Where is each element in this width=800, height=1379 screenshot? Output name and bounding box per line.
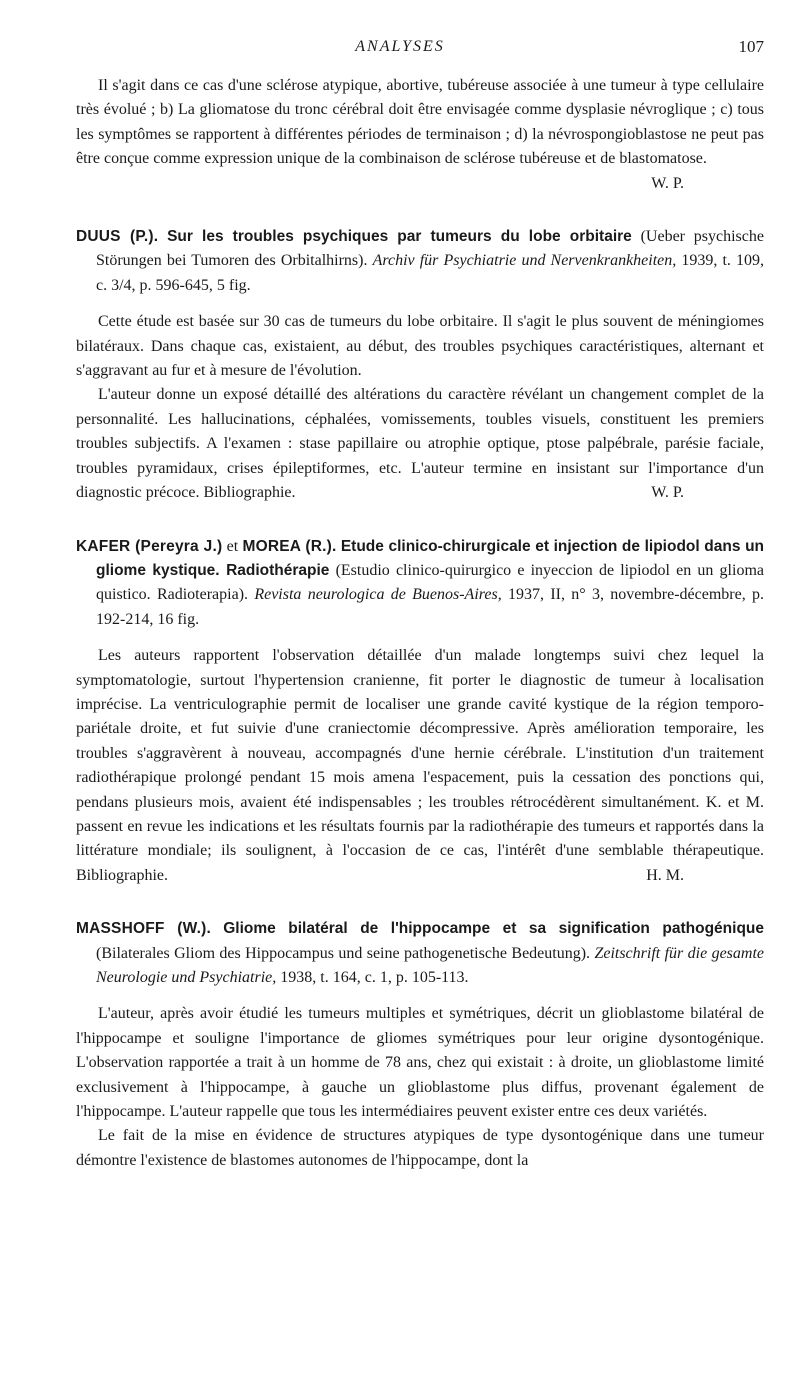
entry-title: Etude clinico-chirurgicale et injection de lipiodol dans un gliome kystique. Radiothérapie [96,537,765,579]
entry-original-title: (Ueber psychische Störungen bei Tumoren des Orbitalhirns). [96,228,764,270]
entry-journal: Zeitschrift für die gesamte Neurologie und Psychiatrie, [96,944,764,986]
abstract-duus [76,310,764,505]
entry-masshoff [76,917,764,1173]
entry-original-title: (Bilaterales Gliom des Hippocampus und seine pathogenetische Bedeutung). [96,944,591,962]
entry-journal: Archiv für Psychiatrie und Nervenkrankheiten, [372,252,677,270]
entry-details: 1938, t. 164, c. 1, p. 105-113. [280,969,469,986]
entry-title: Gliome bilatéral de l'hippocampe et sa signification pathogénique [223,920,765,938]
entry-title: Sur les troubles psychiques par tumeurs du lobe orbitaire [167,228,632,246]
abstract-paragraph [76,383,764,505]
entry-duus [76,225,764,505]
page-number: 107 [738,37,764,56]
entry-journal: Revista neurologica de Buenos-Aires, [254,586,502,604]
entry-details: 1939, t. 109, c. 3/4, p. 596-645, 5 fig. [96,252,764,294]
abstract-kafer-morea [76,644,764,888]
entry-signature: H. M. [646,866,684,884]
citation-kafer-morea [76,535,764,633]
abstract-paragraph-text: Les auteurs rapportent l'observation détaillée d'un malade longtemps suivi chez lequel la symptomatologie, surtout l'hypertension cranienne, fit porter le diagnostic de tumeur à localisation imprécise. La ventriculographie permit de localiser une grande cavité kystique de la région temporo-pariétale droite, et fut suivie d'une craniectomie décompressive. Après amélioration temporaire, les troubles s'aggravèrent à nouveau, accompagnés d'une hernie cérébrale. L'institution d'un traitement radiothérapique prolongé pendant 15 mois amena l'espacement, puis la cessation des ponctions qui, pendans plusieurs mois, avaient été indispensables ; les troubles rétrocédèrent simultanément. K. et M. passent en revue les indications et les résultats fournis par la radiothérapie des tumeurs et rapportés dans la littérature mondiale; ils soulignent, à l'occasion de ce cas, l'intérêt d'une semblable thérapeutique. Bibliographie. [76,647,764,884]
entry-author: MASSHOFF (W.). [76,920,211,938]
abstract-paragraph-text: L'auteur donne un exposé détaillé des altérations du caractère révélant un changement complet de la personnalité. Les hallucinations, céphalées, vomissements, toubles visuels, constituent les premiers troubles subjectifs. A l'examen : stase papillaire ou atrophie optique, ptose palpébrale, parésie faciale, troubles pyramidaux, crises épileptiformes, etc. L'auteur termine en insistant sur l'importance d'un diagnostic précoce. Bibliographie. [76,386,764,502]
running-title: ANALYSES [355,38,445,55]
entry-author-conjunction: et [226,537,239,555]
entry-author: MOREA (R.). [242,537,337,555]
citation-duus [76,225,764,298]
entry-author: KAFER (Pereyra J.) [76,537,223,555]
abstract-paragraph: L'auteur, après avoir étudié les tumeurs multiples et symétriques, décrit un glioblastome bilatéral de l'hippocampe et souligne l'importance de gliomes symétriques pour leur origine dysontogénique. L'observation rapportée a trait à un homme de 78 ans, chez qui existait : à droite, un glioblastome limité exclusivement à l'hippocampe, à gauche un glioblastome plus diffus, provenant également de l'hippocampe. L'auteur rappelle que tous les intermédiaires peuvent exister entre ces deux variétés. [76,1005,764,1121]
intro-signature: W. P. [651,174,684,192]
page-body [76,74,764,1173]
abstract-paragraph [76,644,764,888]
entry-author: DUUS (P.). [76,228,159,246]
entry-kafer-morea [76,535,764,889]
intro-paragraph: Il s'agit dans ce cas d'une sclérose atypique, abortive, tubéreuse associée à une tumeur à type cellulaire très évolué ; b) La gliomatose du tronc cérébral doit être envisagée comme dysplasie névroglique ; c) tous les symptômes se rapportent à différentes périodes de terminaison ; d) la névrospongioblastose ne peut pas être conçue comme expression unique de la combinaison de sclérose tubéreuse et de blastomatose. [76,77,764,168]
abstract-paragraph: Le fait de la mise en évidence de structures atypiques de type dysontogénique dans une tumeur démontre l'existence de blastomes autonomes de l'hippocampe, dont la [76,1127,764,1169]
entry-original-title: (Estudio clinico-quirurgico e inyeccion de lipiodol en un glioma quistico. Radioterapia). [96,561,764,604]
citation-masshoff [76,917,764,990]
entry-details: 1937, II, n° 3, novembre-décembre, p. 192-214, 16 fig. [96,586,765,628]
entry-signature: W. P. [651,484,684,502]
abstract-masshoff [76,1002,764,1173]
abstract-paragraph: Cette étude est basée sur 30 cas de tumeurs du lobe orbitaire. Il s'agit le plus souvent de méningiomes bilatéraux. Dans chaque cas, existaient, au début, des troubles psychiques caractéristiques, alternant et s'aggravant au fur et à mesure de l'évolution. [76,313,764,380]
